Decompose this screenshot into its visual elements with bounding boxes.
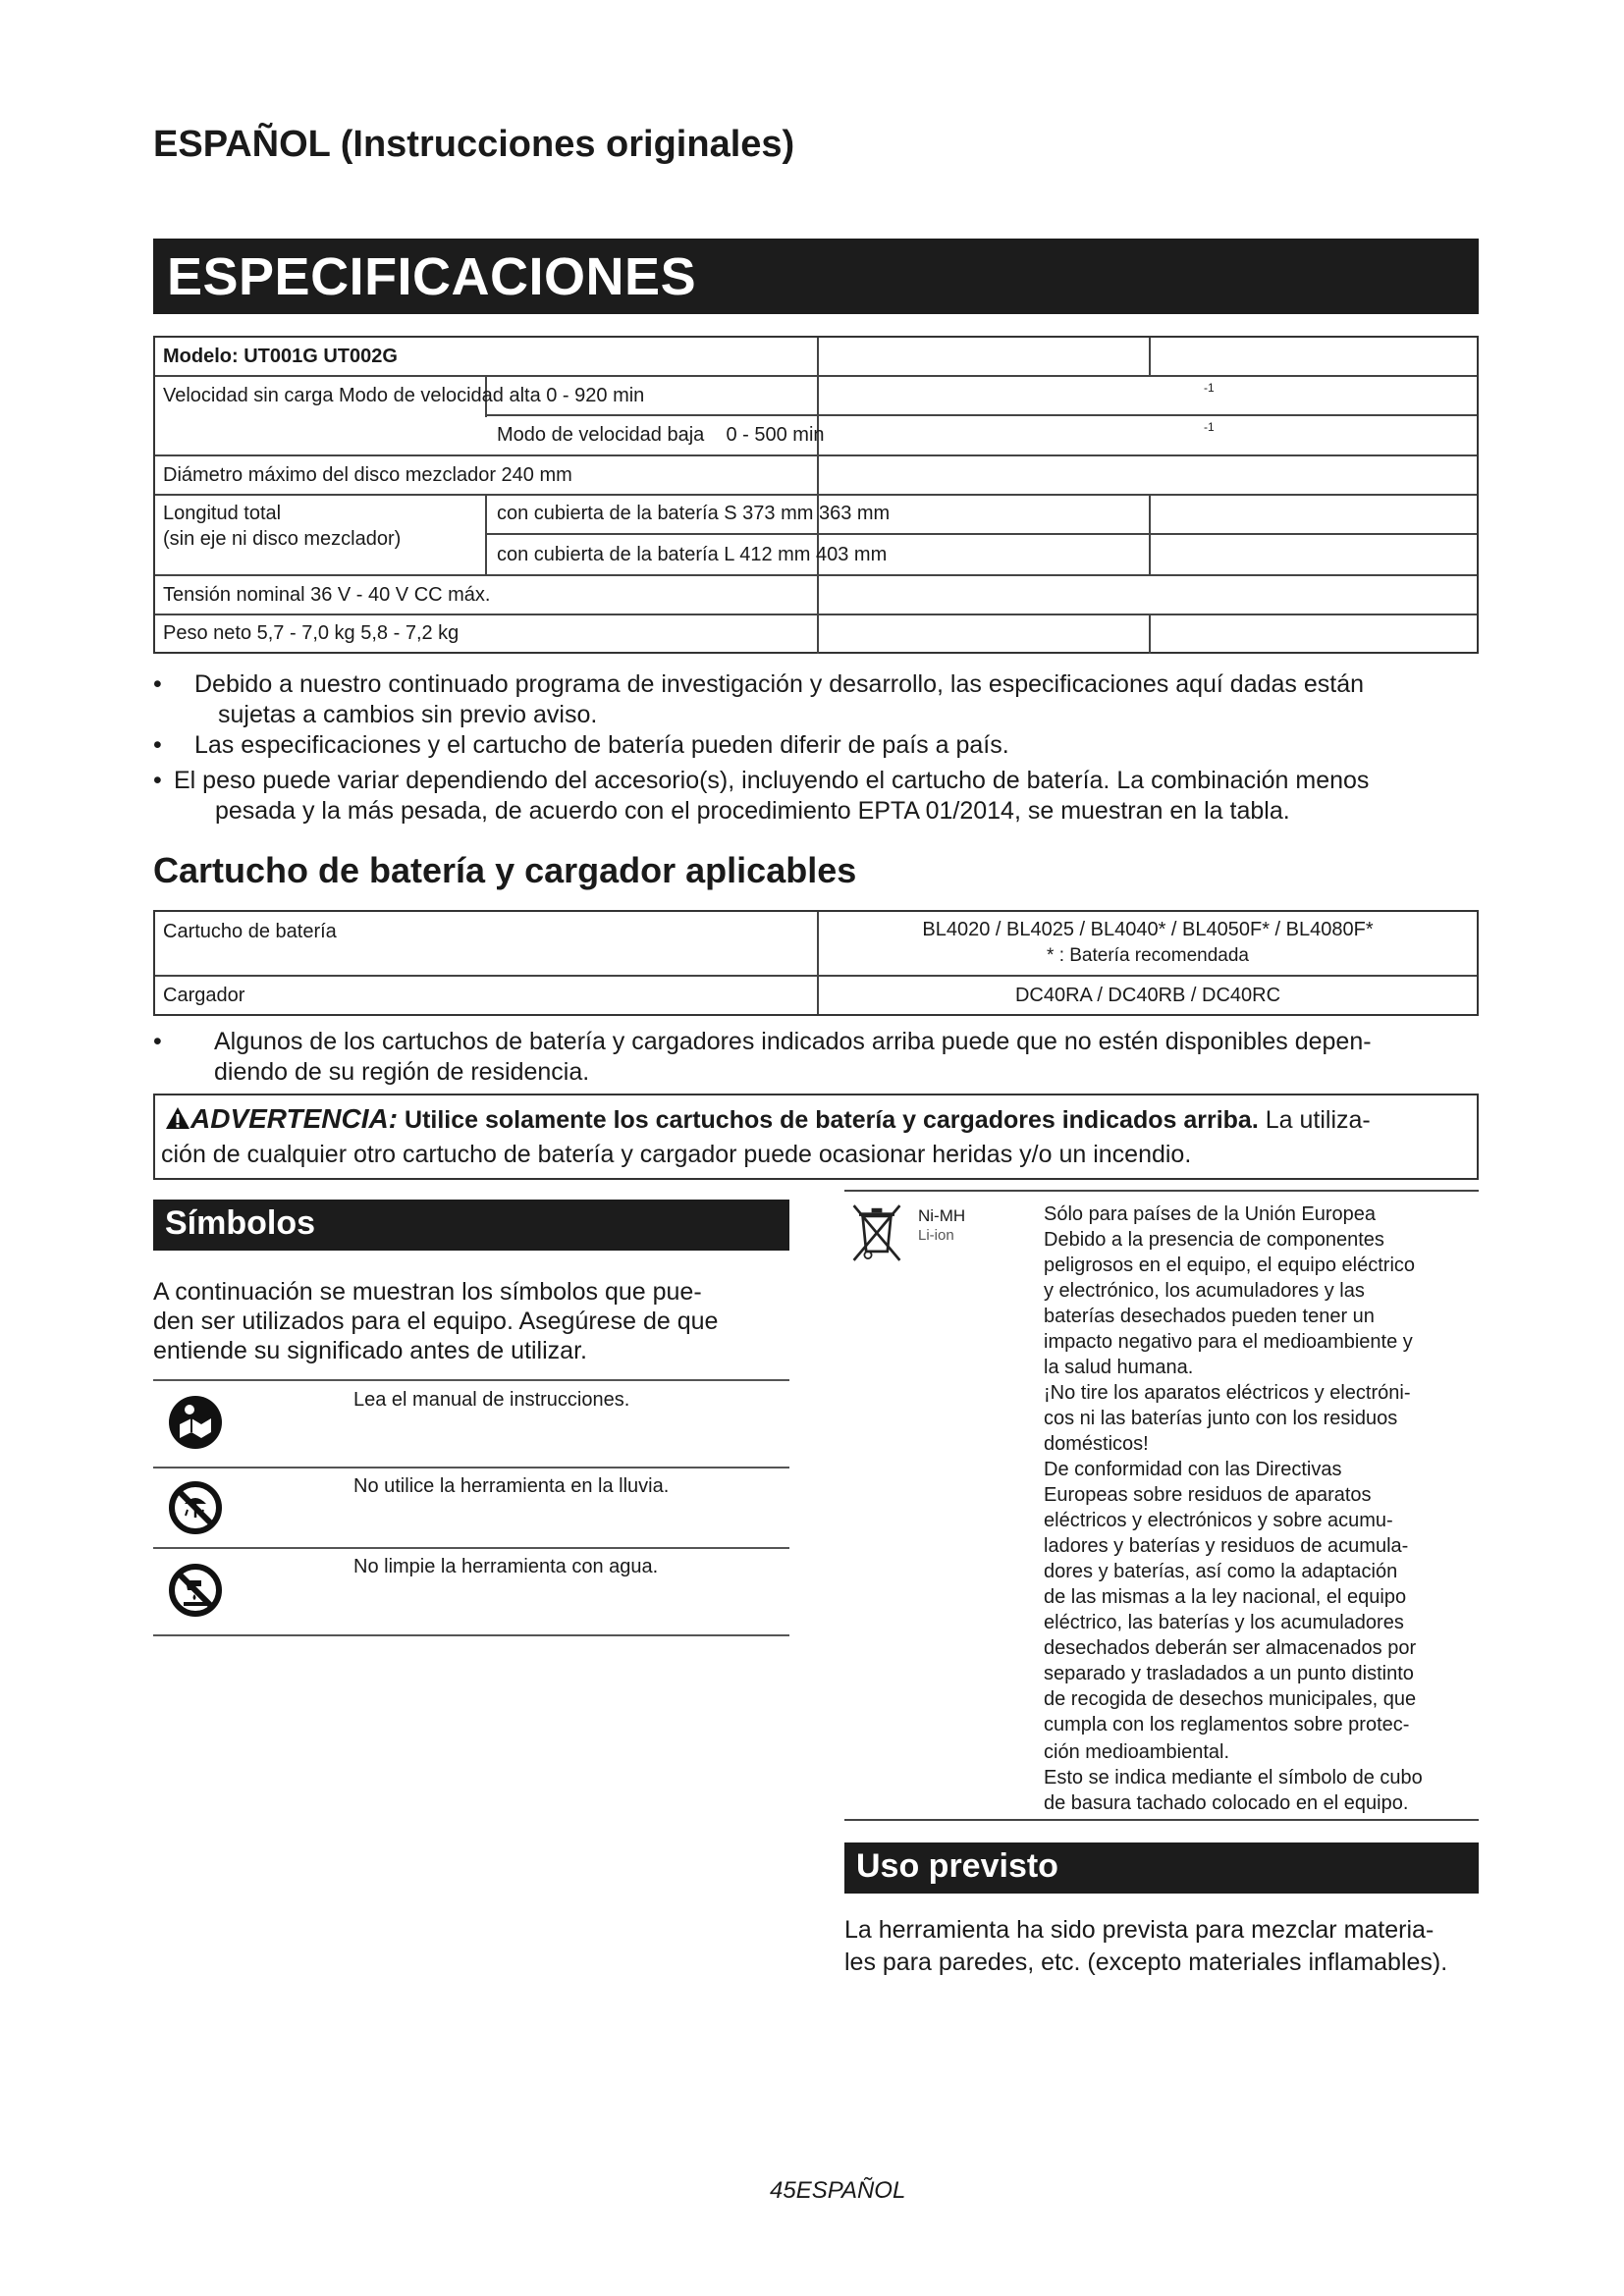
warning-text: La utiliza- <box>1265 1106 1371 1134</box>
model-label: Modelo: UT001G UT002G <box>163 346 398 367</box>
warning-triangle-icon <box>165 1106 190 1130</box>
recommended-battery-note: * : Batería recomendada <box>1047 945 1249 966</box>
specifications-heading: ESPECIFICACIONES <box>167 247 697 306</box>
note-line: sujetas a cambios sin previo aviso. <box>218 701 598 728</box>
language-title: ESPAÑOL (Instrucciones originales) <box>153 124 795 165</box>
battery-cartridge-label: Cartucho de batería <box>163 921 337 942</box>
weee-line: ción medioambiental. <box>1044 1741 1229 1763</box>
weee-line: domésticos! <box>1044 1433 1149 1455</box>
weee-line: la salud humana. <box>1044 1357 1194 1378</box>
battery-charger-heading: Cartucho de batería y cargador aplicables <box>153 850 857 890</box>
weee-line: de recogida de desechos municipales, que <box>1044 1688 1417 1710</box>
no-load-speed-low: Modo de velocidad baja 0 - 500 min <box>497 424 825 446</box>
weee-line: baterías desechados pueden tener un <box>1044 1306 1375 1327</box>
weee-line: de las mismas a la ley nacional, el equipo <box>1044 1586 1407 1608</box>
intended-use-banner <box>844 1842 1479 1894</box>
overall-length-sublabel: (sin eje ni disco mezclador) <box>163 528 402 550</box>
weee-line: eléctricos y electrónicos y sobre acumu- <box>1044 1510 1393 1531</box>
weee-line: desechados deberán ser almacenados por <box>1044 1637 1417 1659</box>
note-line: Debido a nuestro continuado programa de investigación y desarrollo, las especificaciones aquí dadas están <box>194 670 1365 698</box>
row-divider <box>155 975 1477 977</box>
row-divider <box>155 454 1477 456</box>
max-disc-diameter: Diámetro máximo del disco mezclador 240 mm <box>163 464 572 486</box>
row-divider <box>155 614 1477 615</box>
read-manual-icon <box>168 1395 223 1450</box>
column-divider <box>485 494 487 576</box>
availability-line: Algunos de los cartuchos de batería y cargadores indicados arriba puede que no estén disponibles depen- <box>214 1028 1372 1055</box>
note-line: El peso puede variar dependiendo del accesorio(s), incluyendo el cartucho de batería. La combinación menos <box>174 767 1370 794</box>
weee-line: Europeas sobre residuos de aparatos <box>1044 1484 1372 1506</box>
column-divider <box>1149 494 1151 576</box>
weee-line: separado y trasladados a un punto distinto <box>1044 1663 1414 1684</box>
weee-line: de basura tachado colocado en el equipo. <box>1044 1792 1409 1814</box>
battery-cartridge-models: BL4020 / BL4025 / BL4040* / BL4050F* / BL4080F* <box>922 919 1374 940</box>
battery-chemistry-nimh: Ni-MH <box>918 1206 966 1225</box>
column-divider <box>1149 614 1151 654</box>
intro-line: A continuación se muestran los símbolos que pue- <box>153 1278 702 1306</box>
row-divider <box>155 494 1477 496</box>
weee-line: cos ni las baterías junto con los residuos <box>1044 1408 1398 1429</box>
page-number: 45ESPAÑOL <box>770 2177 906 2204</box>
symbol-no-rain-text: No utilice la herramienta en la lluvia. <box>353 1475 670 1497</box>
intended-use-line: La herramienta ha sido prevista para mezclar materia- <box>844 1916 1435 1944</box>
speed-low-superscript: -1 <box>1204 420 1215 434</box>
symbol-table-bottom-rule <box>153 1634 789 1636</box>
weee-line: ladores y baterías y residuos de acumula- <box>1044 1535 1409 1557</box>
warning-box <box>153 1094 1479 1180</box>
row-divider <box>485 533 1477 535</box>
no-load-speed-high: Velocidad sin carga Modo de velocidad alta 0 - 920 min <box>163 385 645 406</box>
row-divider <box>155 375 1477 377</box>
weee-line: Sólo para países de la Unión Europea <box>1044 1203 1377 1225</box>
weee-line: impacto negativo para el medioambiente y <box>1044 1331 1413 1353</box>
bullet: • <box>153 731 162 759</box>
symbols-heading: Símbolos <box>165 1204 316 1242</box>
battery-charger-table <box>153 910 1479 1016</box>
net-weight: Peso neto 5,7 - 7,0 kg 5,8 - 7,2 kg <box>163 622 460 644</box>
length-with-battery-s: con cubierta de la batería S 373 mm 363 mm <box>497 503 891 524</box>
weee-line: ¡No tire los aparatos eléctricos y electróni- <box>1044 1382 1411 1404</box>
weee-line: Debido a la presencia de componentes <box>1044 1229 1384 1251</box>
symbol-read-manual-text: Lea el manual de instrucciones. <box>353 1389 630 1411</box>
intro-line: entiende su significado antes de utilizar. <box>153 1337 587 1364</box>
warning-label: ADVERTENCIA: <box>190 1103 399 1134</box>
specifications-table <box>153 336 1479 654</box>
column-divider <box>1149 338 1151 375</box>
note-line: Las especificaciones y el cartucho de batería pueden diferir de país a país. <box>194 731 1009 759</box>
weee-line: De conformidad con las Directivas <box>1044 1459 1342 1480</box>
note-line: pesada y la más pesada, de acuerdo con el procedimiento EPTA 01/2014, se muestran en la tabla. <box>215 797 1290 825</box>
charger-label: Cargador <box>163 985 245 1006</box>
rated-voltage: Tensión nominal 36 V - 40 V CC máx. <box>163 584 491 606</box>
intended-use-heading: Uso previsto <box>856 1847 1058 1885</box>
battery-chemistry-liion: Li-ion <box>918 1227 954 1244</box>
symbol-row-divider <box>153 1467 789 1468</box>
bullet: • <box>153 670 162 698</box>
weee-line: eléctrico, las baterías y los acumuladores <box>1044 1612 1404 1633</box>
row-divider <box>155 574 1477 576</box>
weee-line: peligrosos en el equipo, el equipo eléctrico <box>1044 1255 1416 1276</box>
availability-line: diendo de su región de residencia. <box>214 1058 590 1086</box>
symbol-row-divider <box>153 1547 789 1549</box>
length-with-battery-l: con cubierta de la batería L 412 mm 403 mm <box>497 544 888 565</box>
symbols-banner <box>153 1200 789 1251</box>
speed-high-superscript: -1 <box>1204 381 1215 395</box>
symbol-table-top-rule <box>153 1379 789 1381</box>
intended-use-line: les para paredes, etc. (excepto materiales inflamables). <box>844 1949 1448 1976</box>
weee-line: Esto se indica mediante el símbolo de cubo <box>1044 1767 1423 1789</box>
weee-bottom-rule <box>844 1819 1479 1821</box>
no-rain-icon <box>168 1480 223 1535</box>
bullet: • <box>153 1028 162 1055</box>
overall-length-label: Longitud total <box>163 503 282 524</box>
crossed-bin-icon <box>850 1203 903 1262</box>
no-water-icon <box>168 1563 223 1618</box>
warning-bold-text: Utilice solamente los cartuchos de batería y cargadores indicados arriba. <box>405 1106 1259 1134</box>
bullet: • <box>153 767 162 794</box>
row-divider <box>485 414 1477 416</box>
charger-models: DC40RA / DC40RB / DC40RC <box>1014 985 1281 1006</box>
column-divider <box>817 338 819 654</box>
symbol-no-water-text: No limpie la herramienta con agua. <box>353 1556 659 1577</box>
specifications-banner <box>153 239 1479 314</box>
weee-line: y electrónico, los acumuladores y las <box>1044 1280 1365 1302</box>
intro-line: den ser utilizados para el equipo. Asegúrese de que <box>153 1308 719 1335</box>
weee-top-rule <box>844 1190 1479 1192</box>
weee-line: cumpla con los reglamentos sobre protec- <box>1044 1714 1410 1735</box>
warning-text-line2: ción de cualquier otro cartucho de batería y cargador puede ocasionar heridas y/o un incendio. <box>161 1141 1192 1168</box>
weee-line: dores y baterías, así como la adaptación <box>1044 1561 1398 1582</box>
